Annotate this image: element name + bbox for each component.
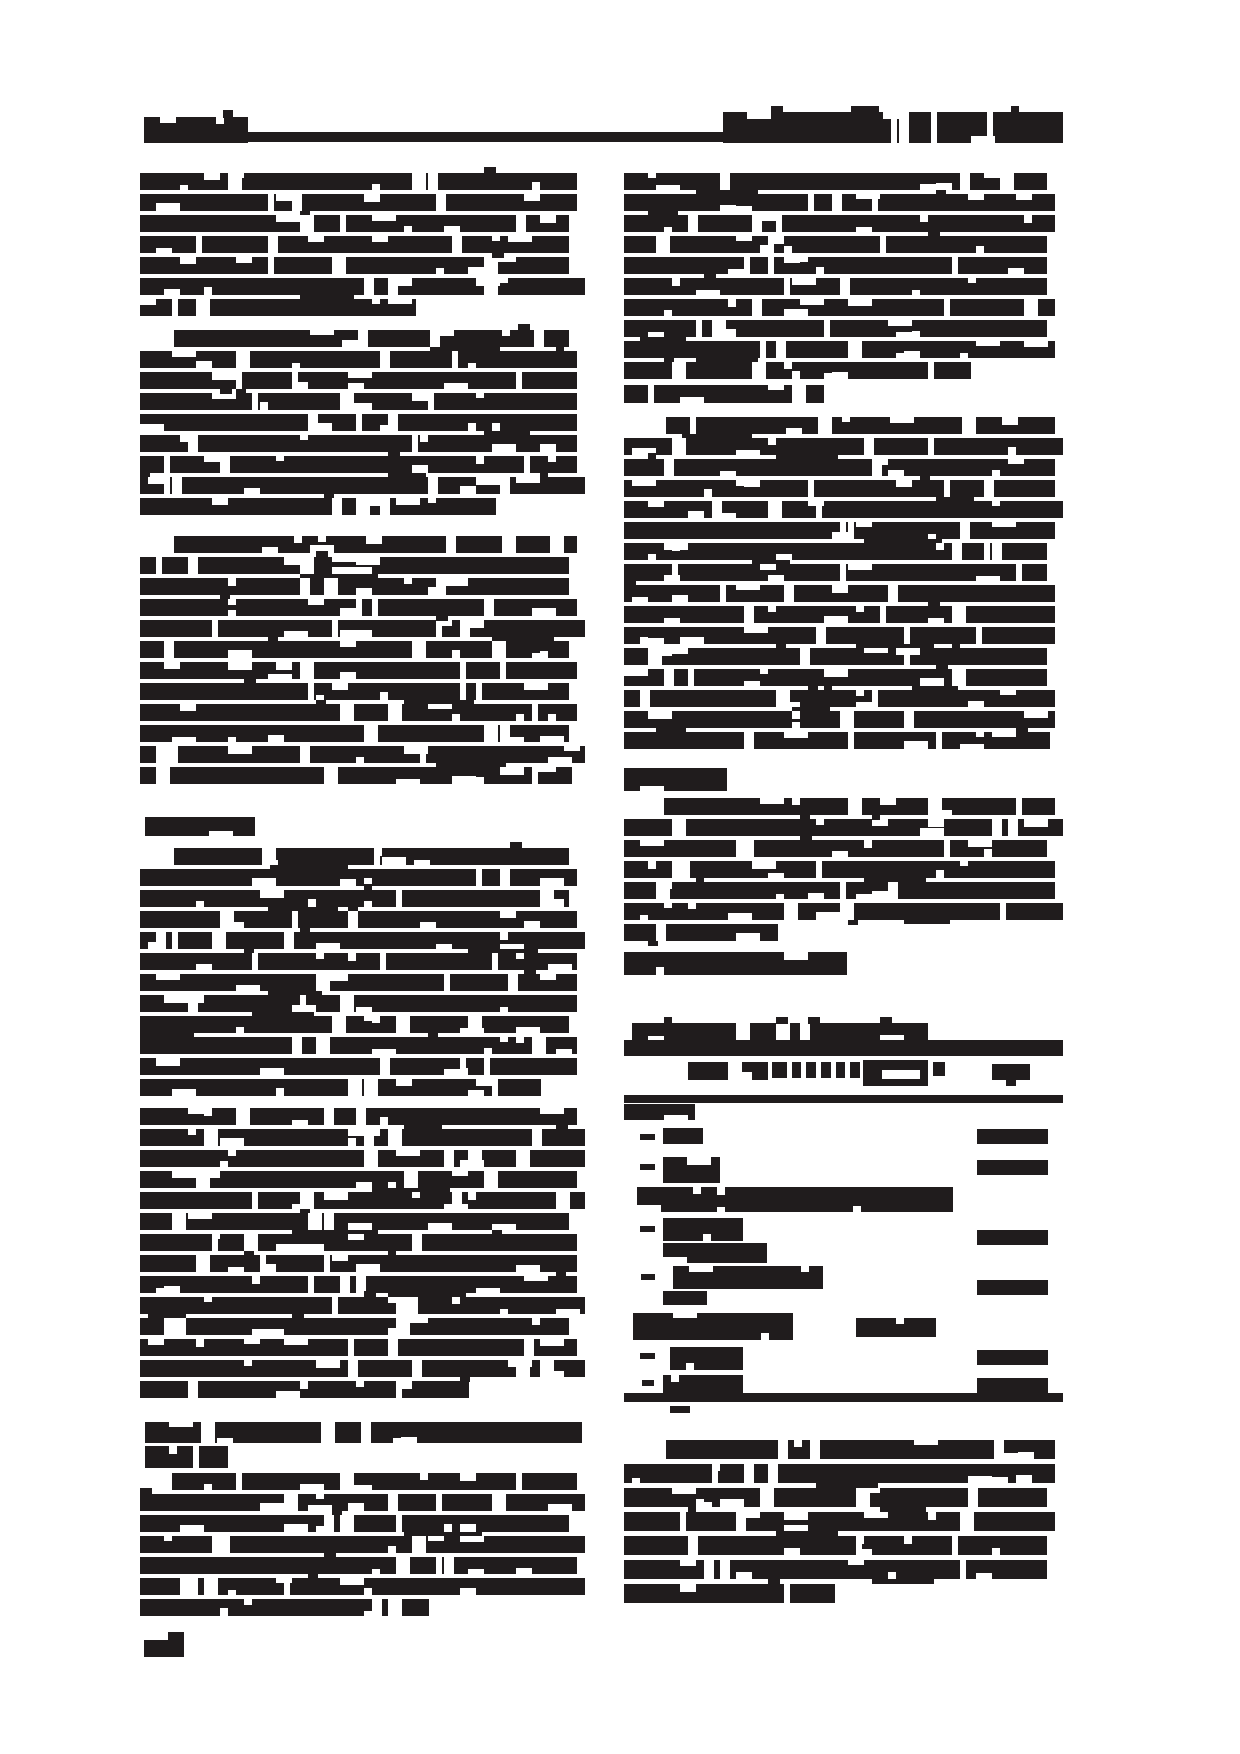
page-number-block-notch [144, 1632, 168, 1640]
